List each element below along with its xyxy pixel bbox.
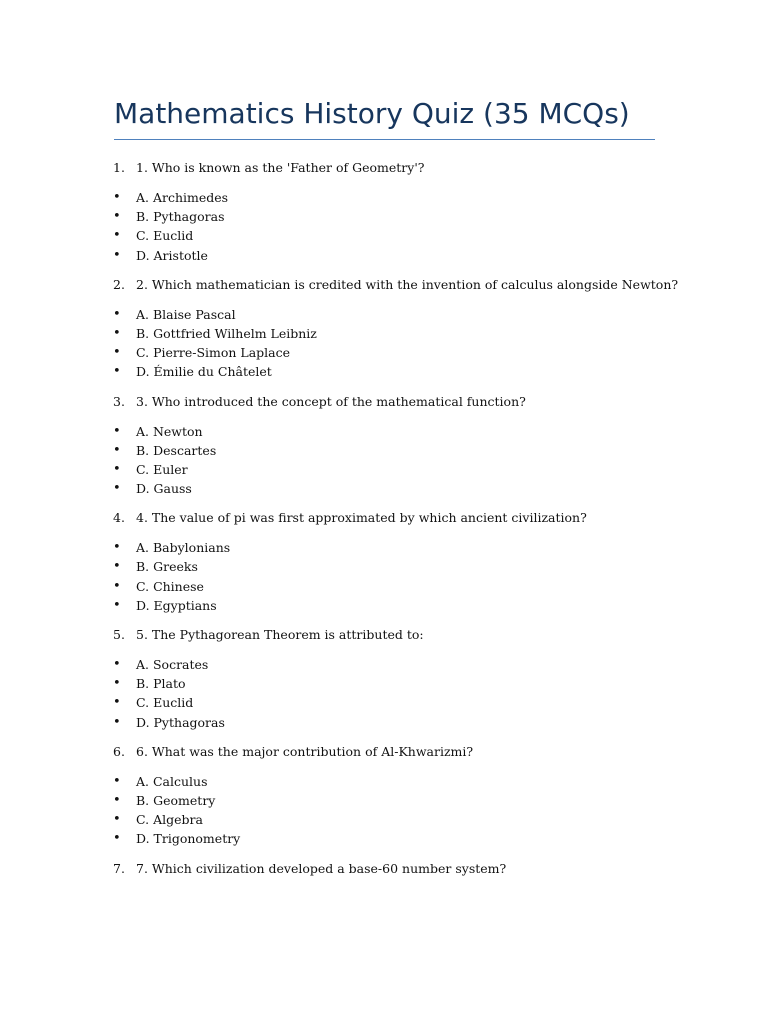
option-item [0, 577, 768, 596]
option-text: A. Blaise Pascal [136, 306, 236, 322]
options-list [0, 422, 768, 499]
option-item [0, 810, 768, 829]
option-item [0, 324, 768, 343]
bullet-icon: • [113, 676, 121, 692]
option-item [0, 557, 768, 576]
option-text: B. Geometry [136, 792, 216, 808]
option-item [0, 829, 768, 848]
bullet-icon: • [113, 228, 121, 244]
option-text: C. Chinese [136, 578, 204, 594]
bullet-icon: • [113, 190, 121, 205]
question-text: 7. Which civilization developed a base-60 number system? [136, 860, 507, 876]
question-1 [0, 156, 768, 180]
option-text: A. Calculus [136, 773, 208, 789]
question-5 [0, 623, 768, 647]
question-6 [0, 740, 768, 764]
question-2 [0, 273, 768, 297]
bullet-icon: • [113, 559, 121, 575]
question-number: 2. [113, 276, 125, 292]
option-item [0, 693, 768, 712]
option-item [0, 713, 768, 732]
quiz-body [0, 156, 768, 881]
bullet-icon: • [113, 325, 121, 341]
option-item [0, 305, 768, 324]
option-item [0, 596, 768, 615]
bullet-icon: • [113, 695, 121, 711]
bullet-icon: • [113, 540, 121, 556]
bullet-icon: • [113, 578, 121, 594]
option-item [0, 246, 768, 265]
question-number: 5. [113, 627, 125, 642]
option-text: C. Euclid [136, 228, 194, 244]
option-item [0, 772, 768, 791]
bullet-icon: • [113, 657, 121, 672]
options-list [0, 772, 768, 849]
option-text: B. Pythagoras [136, 209, 225, 225]
question-text: 6. What was the major contribution of Al-Khwarizmi? [136, 743, 474, 759]
option-text: A. Newton [136, 423, 203, 439]
question-number: 1. [113, 160, 125, 175]
option-text: A. Socrates [136, 657, 209, 672]
question-text: 4. The value of pi was first approximated by which ancient civilization? [136, 510, 587, 526]
question-text: 2. Which mathematician is credited with the invention of calculus alongside Newton? [136, 276, 679, 292]
option-text: D. Aristotle [136, 247, 208, 263]
title-underline [114, 139, 655, 140]
bullet-icon: • [113, 209, 121, 225]
option-text: B. Greeks [136, 559, 198, 575]
option-item [0, 188, 768, 207]
bullet-icon: • [113, 423, 121, 439]
options-list [0, 305, 768, 382]
document-title: Mathematics History Quiz (35 MCQs) [114, 97, 630, 130]
options-list [0, 538, 768, 615]
option-item [0, 674, 768, 693]
option-item [0, 441, 768, 460]
question-number: 4. [113, 510, 125, 526]
question-number: 7. [113, 860, 125, 876]
bullet-icon: • [113, 306, 121, 322]
option-text: C. Pierre-Simon Laplace [136, 345, 291, 361]
question-4 [0, 506, 768, 530]
bullet-icon: • [113, 597, 121, 613]
option-text: A. Archimedes [136, 190, 229, 205]
option-item [0, 538, 768, 557]
options-list [0, 655, 768, 732]
option-item [0, 362, 768, 381]
option-text: B. Descartes [136, 442, 217, 458]
option-text: D. Pythagoras [136, 714, 225, 730]
bullet-icon: • [113, 481, 121, 497]
option-text: D. Egyptians [136, 597, 217, 613]
option-text: D. Émilie du Châtelet [136, 364, 272, 380]
bullet-icon: • [113, 812, 121, 828]
option-text: C. Algebra [136, 812, 203, 828]
option-text: B. Gottfried Wilhelm Leibniz [136, 325, 317, 341]
option-item [0, 791, 768, 810]
question-text: 5. The Pythagorean Theorem is attributed to: [136, 627, 424, 642]
option-text: D. Gauss [136, 481, 192, 497]
option-item [0, 343, 768, 362]
bullet-icon: • [113, 364, 121, 380]
option-text: C. Euler [136, 461, 188, 477]
option-item [0, 422, 768, 441]
option-item [0, 655, 768, 674]
option-item [0, 226, 768, 245]
options-list [0, 188, 768, 265]
question-number: 6. [113, 743, 125, 759]
question-7 [0, 857, 768, 881]
question-number: 3. [113, 393, 125, 409]
bullet-icon: • [113, 792, 121, 808]
bullet-icon: • [113, 831, 121, 847]
option-item [0, 460, 768, 479]
bullet-icon: • [113, 247, 121, 263]
bullet-icon: • [113, 345, 121, 361]
option-text: D. Trigonometry [136, 831, 241, 847]
bullet-icon: • [113, 461, 121, 477]
question-text: 1. Who is known as the 'Father of Geometry'? [136, 160, 425, 175]
option-item [0, 207, 768, 226]
option-text: B. Plato [136, 676, 186, 692]
option-text: C. Euclid [136, 695, 194, 711]
question-3 [0, 390, 768, 414]
option-item [0, 479, 768, 498]
question-text: 3. Who introduced the concept of the mathematical function? [136, 393, 526, 409]
bullet-icon: • [113, 442, 121, 458]
option-text: A. Babylonians [136, 540, 231, 556]
bullet-icon: • [113, 773, 121, 789]
bullet-icon: • [113, 714, 121, 730]
